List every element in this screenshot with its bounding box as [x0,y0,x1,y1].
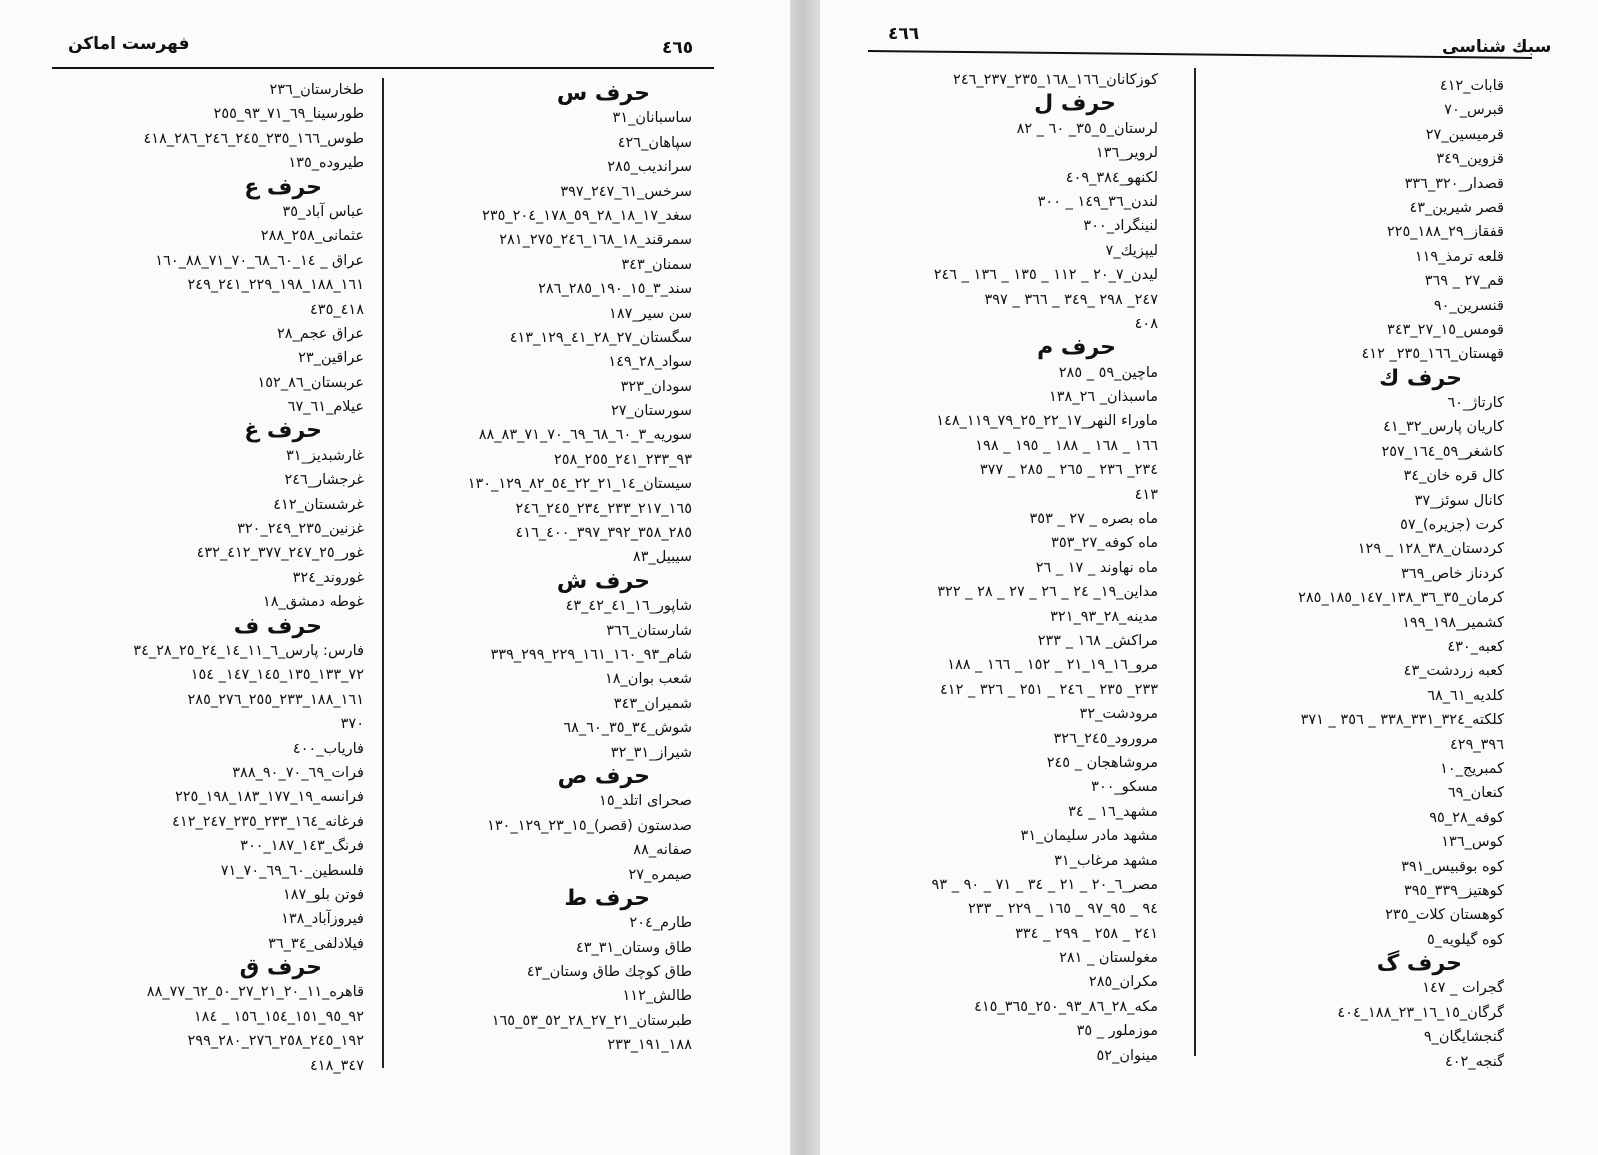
index-entry: لیپزیك_٧ [1105,242,1158,259]
index-entry: مروشاهجان _ ٢٤٥ [1046,754,1158,771]
index-entry: عراق _ ١٤_٦٠_٦٨_٧٠_٧١_٨٨_١٦٠ [155,252,364,269]
index-entry: مغولستان _ ٢٨١ [1059,950,1158,967]
index-entry: شام_٩٣_١٦٠_١٦١_٢٢٩_٢٩٩_٣٣٩ [490,646,692,663]
index-entry: سواد_٢٨_١٤٩ [608,354,692,371]
index-entry: صدستون (قصر)_١٥_٢٣_١٢٩_١٣٠ [487,817,692,834]
index-entry: سیستان_١٤_٢١_٢٢_٥٤_٨٢_١٢٩_١٣٠ [467,476,692,493]
index-entry: فوتن بلو_١٨٧ [282,886,364,903]
index-entry: فلسطین_٦٠_٦٩_٧٠_٧١ [220,862,364,879]
index-entry: فرغانه_١٦٤_٢٣٣_٢٣٥_٢٤٧_٤١٢ [172,813,364,830]
index-column-left [872,68,1158,1068]
index-entry-continuation: ٣٧٠ [340,716,364,733]
index-entry: سگستان_٢٧_٢٨_٤١_١٢٩_٤١٣ [509,329,692,346]
index-column-left [58,78,364,1078]
index-entry: غور_٢٥_٢٤٧_٣٧٧_٤١٢_٤٣٢ [196,545,364,562]
column-divider [1194,68,1196,1056]
index-entry: طخارستان_٢٣٦ [269,82,364,98]
page-title: سبك شناسی [1442,37,1552,57]
index-entry: موزملور _ ٣٥ [1076,1023,1158,1040]
index-entry: کوه بوقبیس_٣٩١ [1401,858,1504,875]
index-entry: کردستان_٣٨_١٢٨ _ ١٢٩ [1357,541,1504,558]
index-entry: فیلادلفی_٣٤_٣٦ [268,935,364,952]
index-entry: عثمانی_٢٥٨_٢٨٨ [260,228,364,245]
index-entry: طیروده_١٣٥ [288,155,364,172]
index-entry: شمیران_٣٤٣ [613,695,692,712]
index-entry-continuation: ٤٠٨ [1134,315,1158,332]
index-entry: صحرای اتلد_١٥ [599,793,692,810]
index-entry: کاشغر_٥٩_١٦٤_٢٥٧ [1381,443,1504,460]
index-entry: فرنگ_١٤٣_١٨٧_٣٠٠ [240,838,364,855]
index-entry: مرورود_٢٤٥_٣٢٦ [1053,730,1158,747]
index-entry-continuation: ١٨٨_١٩١_٢٣٣ [607,1037,692,1054]
index-entry: عباس آباد_٣٥ [282,203,364,220]
section-letter-heading: حرف س [556,81,650,106]
index-entry: کلدیه_٦١_٦٨ [1427,687,1504,704]
index-entry: صیمره_٢٧ [628,866,692,883]
section-letter-heading: حرف ك [1379,365,1462,391]
index-entry: کوهتیز_٣٣٩_٣٩٥ [1403,882,1504,899]
index-entry: سن سیر_١٨٧ [609,305,692,322]
index-entry-continuation: ٣٩٦_٤٢٩ [1450,736,1504,753]
index-entry: قومس_١٥_٢٧_٣٤٣ [1387,321,1504,338]
page-number: ٤٦٦ [888,24,920,44]
index-entry: گرگان_١٥_١٦_٢٣_١٨٨_٤٠٤ [1337,1004,1504,1021]
index-entry: کرت (جزیره)_٥٧ [1400,517,1504,534]
index-entry: ماسبذان_ ٢٦_١٣٨ [1048,389,1158,406]
section-letter-heading: حرف ش [556,568,650,594]
index-entry: فارس: پارس_٦_١١_١٤_٢٤_٢٥_٢٨_٣٤ [133,642,364,659]
index-entry: ماوراء النهر_١٧_٢٢_٢٥_٧٩_١١٩_١٤٨ [936,413,1158,430]
index-entry: ماه نهاوند _ ١٧ _ ٢٦ [1035,559,1158,576]
index-entry-continuation: ٩٢_٩٥_١٥١_١٥٤_١٥٦ _ ١٨٤ [193,1008,364,1025]
index-entry: مشهد مرغاب_٣١ [1054,852,1158,869]
index-entry-continuation: ١٦٦ _ ١٦٨ _ ١٨٨ _ ١٩٥ _ ١٩٨ [975,437,1158,454]
index-entry: قبرس_٧٠ [1444,102,1504,119]
section-letter-heading: حرف گ [1376,951,1462,977]
index-entry: قزوین_٣٤٩ [1436,151,1504,168]
index-entry-continuation: ٣٤٧_٤١٨ [310,1057,364,1074]
index-entry: قرمیسین_٢٧ [1425,126,1504,143]
index-entry: کمبریج_١٠ [1440,760,1504,777]
index-entry: غارشبدیز_٣١ [285,447,364,464]
index-entry: مداین_١٩_ ٢٤ _ ٢٦ _ ٢٧ _ ٢٨ _ ٣٢٢ [937,584,1158,601]
index-entry: کانال سوئز_٣٧ [1414,492,1504,509]
index-entry: قاهره_١١_٢٠_٢١_٢٧_٥٠_٦٢_٧٧_٨٨ [146,984,364,1001]
index-entry: ساسبانان_٣١ [612,110,692,127]
index-entry: سند_٣_١٥_١٩٠_٢٨٥_٢٨٦ [538,281,692,298]
index-entry: غوطه دمشق_١٨ [262,594,364,611]
index-entry: سوریه_٣_٦٠_٦٨_٦٩_٧٠_٧١_٨٣_٨٨ [478,427,692,444]
index-entry-continuation: ٩٤ _ ٩٥_٩٧ _ ١٦٥ _ ٢٢٩ _ ٢٣٣ [968,901,1158,918]
index-entry: طوس_١٦٦_٢٣٥_٢٤٥_٢٤٦_٢٨٦_٤١٨ [143,130,364,147]
section-letter-heading: حرف ط [564,885,650,911]
index-entry: عراق عجم_٢٨ [276,325,364,342]
header-rule [868,50,1532,59]
index-entry: ماچین_٥٩ _ ٢٨٥ [1058,364,1158,381]
index-entry: شیراز_٣١_٣٢ [610,744,692,761]
index-entry: کوه گیلویه_٥ [1426,931,1504,948]
index-entry: لنینگراد_٣٠٠ [1083,218,1158,235]
index-entry-continuation: ٢٤٧_ ٢٩٨ _٣٤٩ _ ٣٦٦ _ ٣٩٧ [984,291,1158,308]
index-entry: غرجشار_٢٤٦ [284,472,364,489]
index-entry: سراندیب_٢٨٥ [607,159,692,176]
index-entry: قهستان_١٦٦_٢٣٥_ ٤١٢ [1361,346,1504,363]
index-entry: غزنین_٢٣٥_٢٤٩_٣٢٠ [237,521,364,538]
index-column-right [392,82,692,1058]
index-entry: گنجه_٤٠٢ [1444,1053,1504,1070]
index-entry: فاریاب_٤٠٠ [292,740,364,757]
index-entry-continuation: ٢٨٥_٣٥٨_٣٩٢_٣٩٧_٤٠٠_٤١٦ [515,525,692,542]
index-entry: فرات_٦٩_٧٠_٩٠_٣٨٨ [232,764,364,781]
index-entry: مشهد_١٦ _ ٣٤ [1068,803,1158,820]
index-entry: مرودشت_٣٢ [1079,706,1158,723]
index-entry: لرویر_١٣٦ [1095,145,1158,162]
index-entry: لیدن_٧_٢٠ _ ١١٢ _ ١٣٥ _ ١٣٦ _ ٢٤٦ [933,267,1158,284]
index-entry: مکران_٢٨٥ [1088,974,1158,991]
index-entry-continuation: ٢٣٣_ ٢٣٥ _ ٢٤٦ _ ٢٥١ _ ٣٢٦ _ ٤١٢ [940,681,1158,698]
index-entry: شاپور_١٦_٤١_٤٢_٤٣ [565,598,692,615]
page-title: فهرست اماکن [68,34,190,54]
index-entry: مصر_٦_٢٠ _ ٢١ _ ٣٤ _ ٧١ _ ٩٠ _ ٩٣ [931,876,1158,893]
index-entry: غوروند_٣٢٤ [292,569,364,586]
index-entry: سرخس_٦١_٢٤٧_٣٩٧ [560,183,692,200]
index-entry: لندن_٣٦_١٤٩ _ ٣٠٠ [1037,193,1158,210]
section-letter-heading: حرف ص [557,763,650,789]
index-entry: مینوان_٥٢ [1096,1047,1158,1064]
section-letter-heading: حرف غ [244,418,322,444]
index-entry: کارتاژ_٦٠ [1447,395,1504,412]
section-letter-heading: حرف ف [233,613,322,639]
index-entry: عربستان_٨٦_١٥٢ [257,374,364,391]
index-entry: کلکته_٣٢٤_٣٣١_٣٣٨ _ ٣٥٦ _ ٣٧١ [1300,712,1504,729]
index-entry: کوزکانان_١٦٦_١٦٨_٢٣٥_٢٣٧_٢٤٦ [953,72,1158,88]
index-entry: قابات_٤١٢ [1439,78,1504,94]
index-entry: کوفه_٢٨_٩٥ [1429,809,1504,826]
index-entry: سغد_١٧_١٨_٢٨_٥٩_١٧٨_٢٠٤_٢٣٥ [482,207,692,224]
index-entry-continuation: ٧٢_١٣٣_١٣٥_١٤٥_١٤٧_ ١٥٤ [190,667,364,684]
index-entry: لکنهو_٣٨٤_٤٠٩ [1065,169,1158,186]
index-entry: مراکش_ ١٦٨ _ ٢٣٣ [1037,632,1158,649]
header-rule [52,67,714,69]
index-entry: فرانسه_١٩_١٧٧_١٨٣_١٩٨_٢٢٥ [174,789,364,806]
index-entry: لرستان_٥_٣٥_ ٦٠ _ ٨٢ [1016,120,1158,137]
index-entry: قفقاز_٢٩_١٨٨_٢٢٥ [1386,224,1504,241]
index-entry: کعبه_٤٣٠ [1447,638,1504,655]
index-entry: سورستان_٢٧ [610,403,692,420]
index-entry: غرشستان_٤١٢ [273,496,364,513]
index-entry: صفانه_٨٨ [633,842,692,859]
index-entry: سمنان_٣٤٣ [621,256,692,273]
index-entry: طبرستان_٢١_٢٧_٢٨_٥٢_٥٣_١٦٥ [491,1012,692,1029]
index-entry: فیروزآباد_١٣٨ [281,911,364,928]
index-entry-continuation: ١٩٢_٢٤٥_٢٥٨_٢٧٦_٢٨٠_٢٩٩ [187,1033,364,1050]
index-entry: سیبیل_٨٣ [632,549,692,566]
index-entry: قم_٢٧ _ ٣٦٩ [1424,273,1504,290]
index-entry: قصدار_٣٢٠_٣٣٦ [1404,175,1504,192]
index-entry: سودان_٣٢٣ [620,378,692,395]
index-entry: کردناز خاص_٣٦٩ [1401,565,1504,582]
left-page [0,0,790,1155]
index-entry: مکه_٢٨_٨٦_٩٣_٢٥٠_٣٦٥_٤١٥ [974,998,1158,1015]
index-entry: شوش_٣٤_٣٥_٦٠_٦٨ [563,720,692,737]
index-entry: قصر شیرین_٤٣ [1409,199,1504,216]
index-entry: کاریان پارس_٣٢_٤١ [1383,419,1504,436]
index-entry: کعبه زردشت_٤٣ [1403,663,1504,680]
index-entry: طاق وستان_٣١_٤٣ [575,939,692,956]
index-entry: ماه کوفه_٢٧_٣٥٣ [1051,535,1158,552]
book-gutter [790,0,820,1155]
index-entry-continuation: ٢٣٤_ ٢٣٦ _ ٢٦٥ _ ٢٨٥ _ ٣٧٧ [979,462,1158,479]
section-letter-heading: حرف ل [1034,91,1116,117]
index-entry: طاق کوچك طاق وستان_٤٣ [526,964,692,981]
index-entry: کشمیر_١٩٨_١٩٩ [1402,614,1504,631]
index-entry-continuation: ١٦١_١٨٨_١٩٨_٢٢٩_٢٤١_٢٤٩ [187,277,364,294]
index-entry-continuation: ١٦٥_٢١٧_٢٣٣_٢٣٤_٢٤٥_٢٤٦ [515,500,692,517]
index-entry: طالش_١١٢ [622,988,692,1005]
right-page [820,0,1598,1155]
index-entry: قنسرین_٩٠ [1433,297,1504,314]
page-number: ٤٦٥ [662,38,694,58]
index-entry: طارم_٢٠٤ [629,915,692,932]
index-entry: مدینه_٢٨_٩٣_٣٢١ [1050,608,1158,625]
index-entry: کوهستان کلات_٢٣٥ [1385,907,1504,924]
index-entry: شارستان_٣٦٦ [606,622,692,639]
index-entry: کوس_١٣٦ [1441,834,1504,851]
index-entry: سمرقند_١٨_١٦٨_٢٤٦_٢٧٥_٢٨١ [499,232,692,249]
index-entry: مشهد مادر سلیمان_٣١ [1020,828,1158,845]
index-entry: کرمان_٣٥_٣٦_١٣٨_١٤٧_١٨٥_٢٨٥ [1298,590,1504,607]
index-entry: شعب بوان_١٨ [604,671,692,688]
index-entry: سپاهان_٤٢٦ [617,134,692,151]
index-entry-continuation: ٤١٨_٤٣٥ [310,301,364,318]
index-entry-continuation: ٩٣_٢٣٣_٢٤١_٢٥٥_٢٥٨ [553,451,692,468]
section-letter-heading: حرف ع [244,174,322,200]
index-entry: عراقین_٢٣ [298,350,364,367]
index-entry: گجرات _ ١٤٧ [1422,980,1504,997]
index-entry-continuation: ٢٤١ _ ٢٥٨ _ ٢٩٩ _ ٣٣٤ [1015,925,1158,942]
index-entry: ماه بصره _ ٢٧ _ ٣٥٣ [1029,511,1158,528]
index-entry-continuation: ٤١٣ [1134,486,1158,503]
index-entry: قلعه ترمذ_١١٩ [1414,248,1504,265]
index-entry: گنجشایگان_٩ [1423,1029,1504,1046]
index-entry: عیلام_٦١_٦٧ [287,399,364,416]
index-entry: مرو_١٦_١٩_٢١ _ ١٥٢ _ ١٦٦ _ ١٨٨ [947,657,1158,674]
index-entry: کنعان_٦٩ [1447,785,1504,802]
section-letter-heading: حرف م [1037,335,1116,361]
index-entry: مسکو_٣٠٠ [1091,779,1158,796]
index-entry: کال قره خان_٣٤ [1403,468,1504,485]
section-letter-heading: حرف ق [239,955,322,981]
index-entry: طورسینا_٦٩_٧١_٩٣_٢٥٥ [213,106,364,123]
index-entry-continuation: ١٦١_١٨٨_٢٣٣_٢٥٥_٢٧٦_٢٨٥ [187,691,364,708]
index-column-right [1208,74,1504,1074]
column-divider [382,78,384,1068]
